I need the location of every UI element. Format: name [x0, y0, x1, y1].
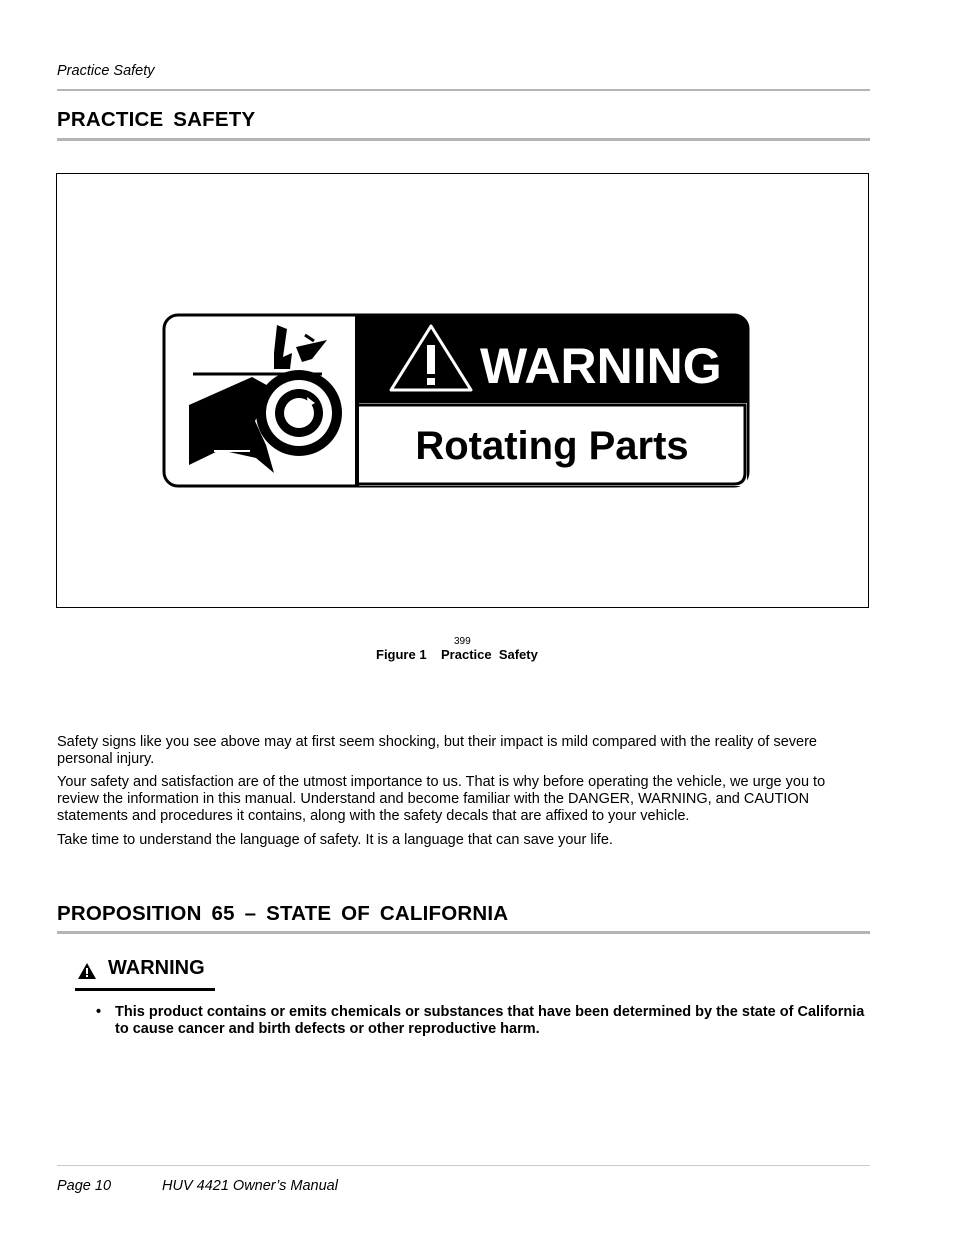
- paragraph-safety-signs: Safety signs like you see above may at first seem shocking, but their impact is mild compared with the reality of severe personal injury.: [57, 734, 817, 767]
- footer-rule: [57, 1165, 870, 1166]
- warning-underline: [75, 988, 215, 991]
- section-heading-proposition-65: PROPOSITION 65 – STATE OF CALIFORNIA: [57, 902, 509, 925]
- paragraph-safety-satisfaction: Your safety and satisfaction are of the utmost importance to us. That is why before operating the vehicle, we urge you to review the information in this manual. Understand and become familiar with the DANGER, WARNING, and CAUTION statements and procedures it contains, along with the safety decals that are affixed to your vehicle.: [57, 774, 826, 824]
- decal-rotating-parts-text: Rotating Parts: [415, 424, 689, 468]
- prop65-warning-text: This product contains or emits chemicals or substances that have been determined by the state of California to cause cancer and birth defects or other reproductive harm.: [115, 1004, 865, 1037]
- section-rule: [57, 138, 870, 141]
- figure-caption: Figure 1 Practice Safety: [376, 647, 538, 662]
- paragraph-language-of-safety: Take time to understand the language of safety. It is a language that can save your life.: [57, 832, 613, 848]
- warning-label: WARNING: [108, 957, 205, 979]
- bullet-dot: •: [96, 1004, 102, 1020]
- figure-number: 399: [454, 636, 471, 647]
- section-rule: [57, 931, 870, 934]
- warning-heading: [75, 957, 215, 991]
- manual-title: HUV 4421 Owner’s Manual: [162, 1178, 338, 1194]
- header-rule: [57, 89, 870, 91]
- rotating-parts-warning-decal: [162, 313, 750, 488]
- warning-triangle-icon: [78, 963, 96, 979]
- decal-warning-text: WARNING: [480, 338, 722, 394]
- running-header: Practice Safety: [57, 63, 155, 79]
- section-heading-practice-safety: PRACTICE SAFETY: [57, 108, 256, 131]
- page-number: Page 10: [57, 1178, 112, 1194]
